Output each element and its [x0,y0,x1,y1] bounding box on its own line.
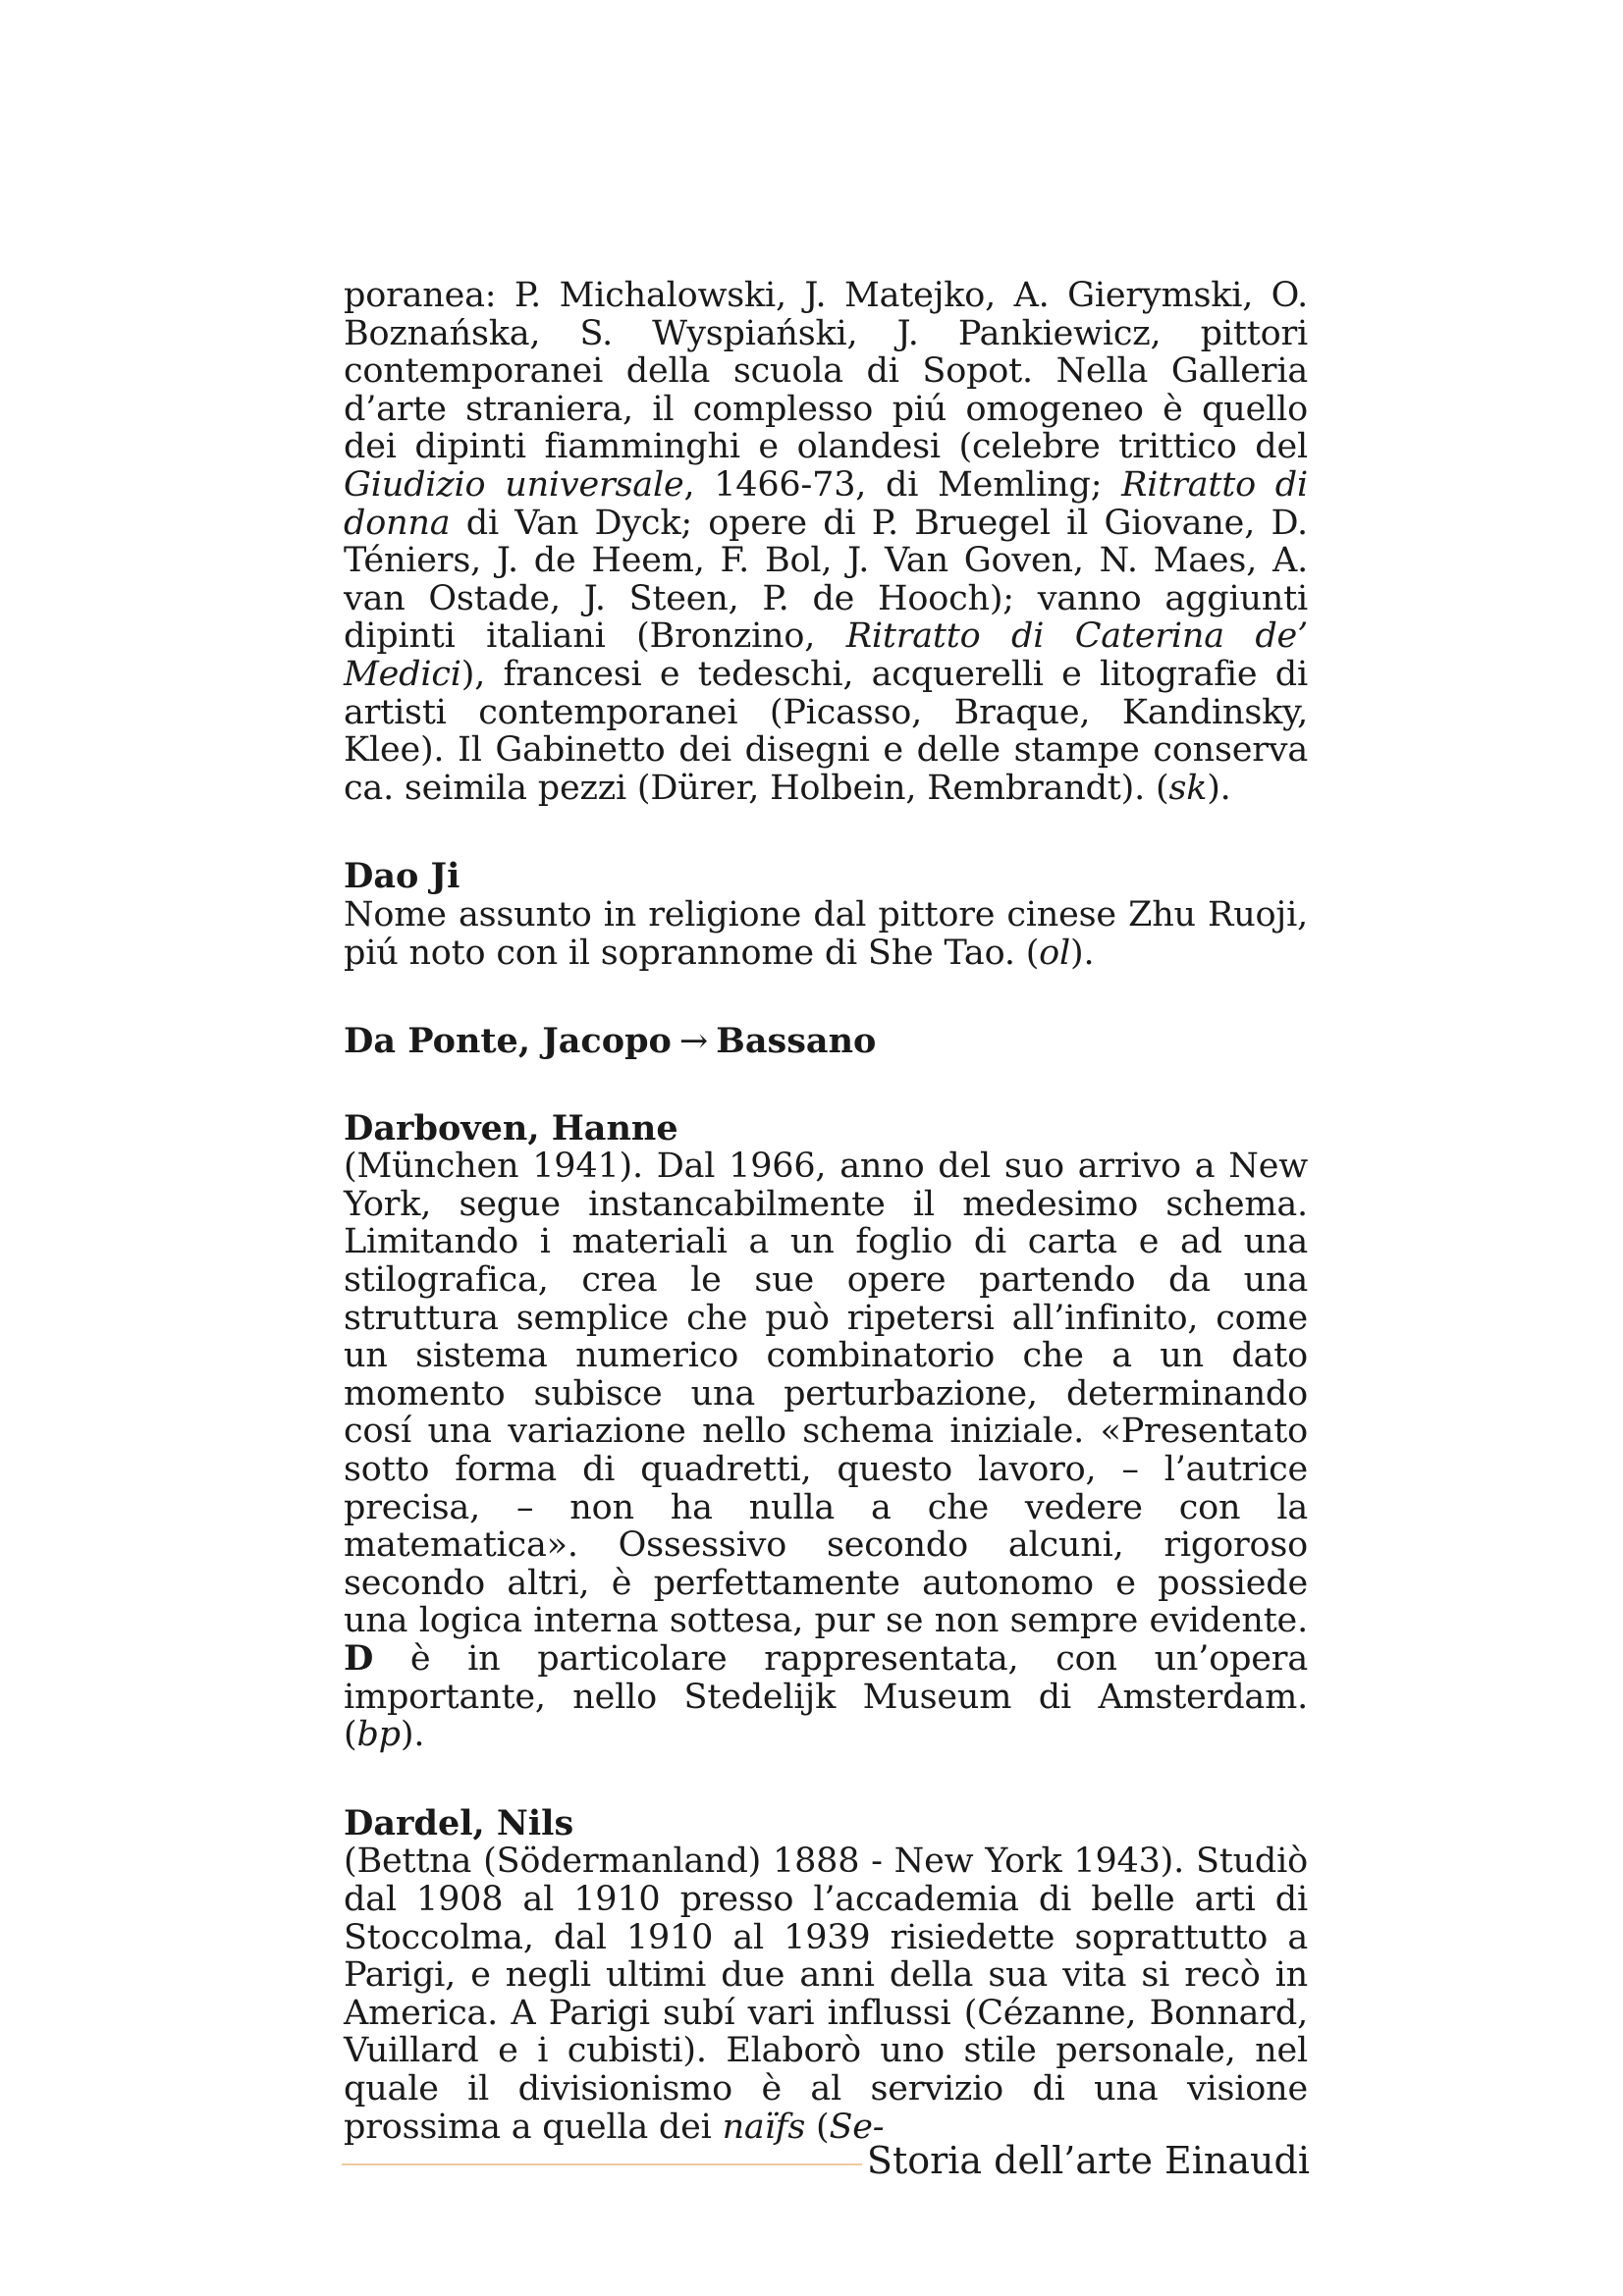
author-signature: bp [356,1715,401,1755]
author-signature: ol [1039,933,1071,973]
page-footer [342,2138,1310,2183]
text-run: ). [1070,933,1095,973]
artwork-title: Ritratto di donna [344,464,1308,543]
entry-title-da-ponte [344,1023,1308,1061]
intro-paragraph [344,277,1308,807]
text-run: poranea: P. Michalowski, J. Matejko, A. Gierymski, O. Boznańska, S. Wyspiański, J. Pankiewicz, pittori contemporanei della scuola di Sopot. Nella Galleria d’arte straniera, il complesso piú omogeneo è quello dei dipinti fiamminghi e olandesi (celebre trittico del [344,276,1308,467]
text-run: , 1466-73, di Memling; [683,464,1122,505]
footer-divider [342,2163,862,2165]
text-run: ). [400,1715,425,1755]
text-run: è in particolare rappresentata, con un’opera importante, nello Stedelijk Museum di Amsterdam. ( [344,1639,1308,1755]
artwork-title: Giudizio universale [344,464,684,505]
publication-title: Storia dell’arte Einaudi [866,2139,1310,2182]
entry-body-dardel [344,1842,1308,2146]
text-run: ), francesi e tedeschi, acquerelli e litografie di artisti contemporanei (Picasso, Braque, Kandinsky, Klee). Il Gabinetto dei disegni e delle stampe conserva ca. seimila pezzi (Dürer, Holbein, Rembrandt). ( [344,654,1308,808]
entry-abbreviation: D [344,1638,374,1679]
artwork-title: Ritratto di Caterina de’ Medici [344,616,1309,694]
entry-body-darboven [344,1148,1308,1754]
cross-reference-arrow-icon: → [678,1022,709,1062]
text-run: (Bettna (Södermanland) 1888 - New York 1943). Studiò dal 1908 al 1910 presso l’accademia di belle arti di Stoccolma, dal 1910 al 1939 risiedette soprattutto a Parigi, e negli ultimi due anni della sua vita si recò in America. A Parigi subí vari influssi (Cézanne, Bonnard, Vuillard e i cubisti). Elaborò uno stile personale, nel quale il divisionismo è al servizio di una visione prossima a quella dei [344,1842,1308,2147]
page-body [344,277,1308,2146]
entry-title-darboven: Darboven, Hanne [344,1107,678,1148]
artwork-title: Se- [829,2107,885,2147]
italic-term: naïfs [722,2107,806,2147]
text-run: Nome assunto in religione dal pittore cinese Zhu Ruoji, piú noto con il soprannome di She Tao. ( [344,894,1308,973]
cross-reference-target[interactable]: Bassano [716,1021,877,1062]
text-run: ). [1207,768,1231,808]
entry-title-dao-ji: Dao Ji [344,856,460,897]
text-run: (München 1941). Dal 1966, anno del suo arrivo a New York, segue instancabilmente il medesimo schema. Limitando i materiali a un foglio di carta e ad una stilografica, crea le sue opere partendo da una struttura semplice che può ripetersi all’infinito, come un sistema numerico combinatorio che a un dato momento subisce una perturbazione, determinando cosí una variazione nello schema iniziale. «Presentato sotto forma di quadretti, questo lavoro, – l’autrice precisa, – non ha nulla a che vedere con la matematica». Ossessivo secondo alcuni, rigoroso secondo altri, è perfettamente autonomo e possiede una logica interna sottesa, pur se non sempre evidente. [344,1147,1308,1641]
entry-title-dardel: Dardel, Nils [344,1802,574,1843]
text-run: di Van Dyck; opere di P. Bruegel il Giovane, D. Téniers, J. de Heem, F. Bol, J. Van Goven, N. Maes, A. van Ostade, J. Steen, P. de Hooch); vanno aggiunti dipinti italiani (Bronzino, [344,503,1308,657]
entry-name: Da Ponte, Jacopo [344,1021,672,1062]
entry-body-dao-ji [344,896,1308,972]
author-signature: sk [1168,768,1208,808]
text-run: ( [805,2107,830,2147]
